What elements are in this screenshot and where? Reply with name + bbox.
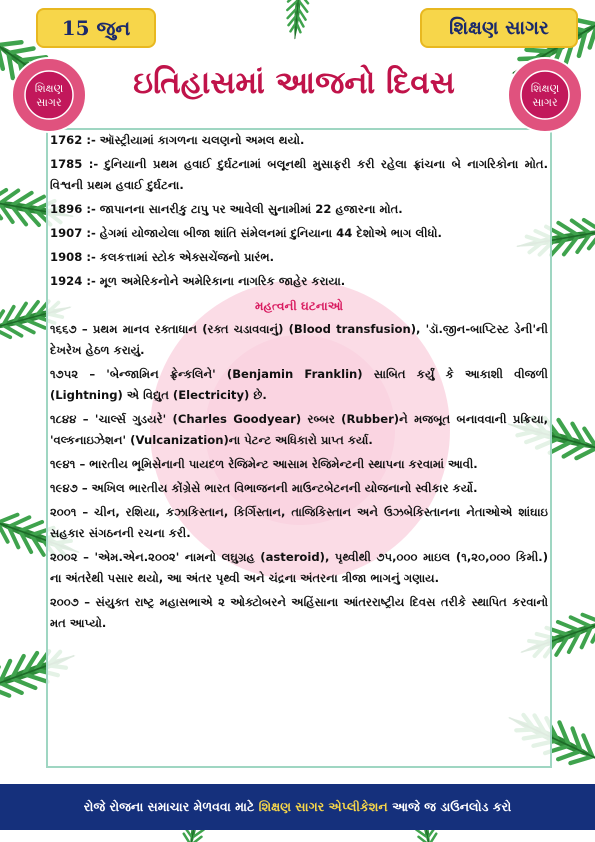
- important-event-item: ૧૯૪૧ – ભારતીય ભૂમિસેનાની પાયદળ રેજિમેન્ટ આસામ રેજિમેન્ટની સ્થાપના કરવામાં આવી.: [50, 457, 478, 471]
- important-event-item: ૧૯૪૭ – અખિલ ભારતીય કોંગ્રેસે ભારત વિભાજનની માઉન્ટબેટનની યોજનાનો સ્વીકાર કર્યો.: [50, 481, 478, 495]
- important-event-item: ૧૬૬૭ – પ્રથમ માનવ રક્તાધાન (રક્ત ચડાવવાનું) (Blood transfusion), 'ડૉ.જીન-બાપ્ટિસ્ટ ડેની'ની દેખરેખ હેઠળ કરાયું.: [50, 322, 548, 357]
- brand-badge: શિક્ષણ સાગર: [420, 8, 578, 48]
- event-item: 1785 :- દુનિયાની પ્રથમ હવાઈ દુર્ઘટનામાં બલૂનથી મુસાફરી કરી રહેલા ફ્રાંચના બે નાગરિકોના મોત. વિશ્વની પ્રથમ હવાઈ દુર્ઘટના.: [50, 157, 548, 192]
- footer-app-name[interactable]: શિક્ષણ સાગર એપ્લીકેશન: [258, 799, 388, 814]
- shikshan-sagar-logo-icon: [10, 56, 88, 134]
- important-event-item: ૧૮૪૪ – 'ચાર્લ્સ ગુડયરે' (Charles Goodyear) રબ્બર (Rubber)ને મજબૂત બનાવવાની પ્રક્રિયા, 'વલ્કનાઇઝેશન' (Vulcanization)ના પેટન્ટ અધિકારો પ્રાપ્ત કર્યા.: [50, 412, 548, 447]
- download-app-banner[interactable]: [0, 784, 595, 830]
- event-item: 1907 :- હેગમાં યોજાયેલા બીજા શાંતિ સંમેલનમાં દુનિયાના 44 દેશોએ ભાગ લીધો.: [50, 226, 442, 240]
- important-event-item: ૧૭૫૨ – 'બેન્જામિન ફ્રેન્કલિને' (Benjamin Franklin) સાબિત કર્યું કે આકાશી વીજળી (Lightning) એ વિદ્યુત (Electricity) છે.: [50, 367, 548, 402]
- events-list: [50, 130, 548, 637]
- important-event-item: ૨૦૦૧ – ચીન, રશિયા, કઝાકિસ્તાન, કિર્ગિસ્તાન, તાજિકિસ્તાન અને ઉઝબેકિસ્તાનના નેતાઓએ શાંઘાઇ સહકાર સંગઠનની રચના કરી.: [50, 505, 548, 540]
- footer-prefix: રોજે રોજના સમાચાર મેળવવા માટે: [83, 799, 259, 814]
- page-title: ઇતિહાસમાં આજનો દિવસ: [133, 65, 455, 101]
- section-heading: મહત્વની ઘટનાઓ: [254, 299, 343, 313]
- event-item: 1762 :- ઑસ્ટ્રીયામાં કાગળના ચલણનો અમલ થયો.: [50, 133, 305, 147]
- logo-line2: સાગર: [36, 96, 62, 109]
- logo-line2: સાગર: [532, 96, 558, 109]
- date-badge: 15 જુન: [36, 8, 156, 48]
- important-event-item: ૨૦૦૨ – 'એમ.એન.૨૦૦૨' નામનો લઘુગ્રહ (asteroid), પૃથ્વીથી ૭૫,૦૦૦ માઇલ (૧,૨૦,૦૦૦ કિમી.) ના અંતરેથી પસાર થયો, આ અંતર પૃથ્વી અને ચંદ્રના અંતરના ત્રીજા ભાગનું ગણાય.: [50, 550, 548, 585]
- important-event-item: ૨૦૦૭ – સંયુક્ત રાષ્ટ્ર મહાસભાએ ૨ ઓક્ટોબરને અહિંસાના આંતરરાષ્ટ્રીય દિવસ તરીકે સ્થાપિત કરવાનો મત આપ્યો.: [50, 595, 548, 630]
- event-item: 1908 :- કલકત્તામાં સ્ટોક એક્સચેંજનો પ્રારંભ.: [50, 250, 275, 264]
- logo-line1: શિક્ષણ: [530, 82, 560, 95]
- event-item: 1924 :- મૂળ અમેરિકનોને અમેરિકાના નાગરિક જાહેર કરાયા.: [50, 274, 346, 288]
- logo-line1: શિક્ષણ: [34, 82, 64, 95]
- event-item: 1896 :- જાપાનના સાનરીકુ ટાપુ પર આવેલી સુનામીમાં 22 હજારના મોત.: [50, 202, 403, 216]
- footer-suffix: આજે જ ડાઉનલોડ કરો: [387, 799, 512, 814]
- shikshan-sagar-logo-icon: [506, 56, 584, 134]
